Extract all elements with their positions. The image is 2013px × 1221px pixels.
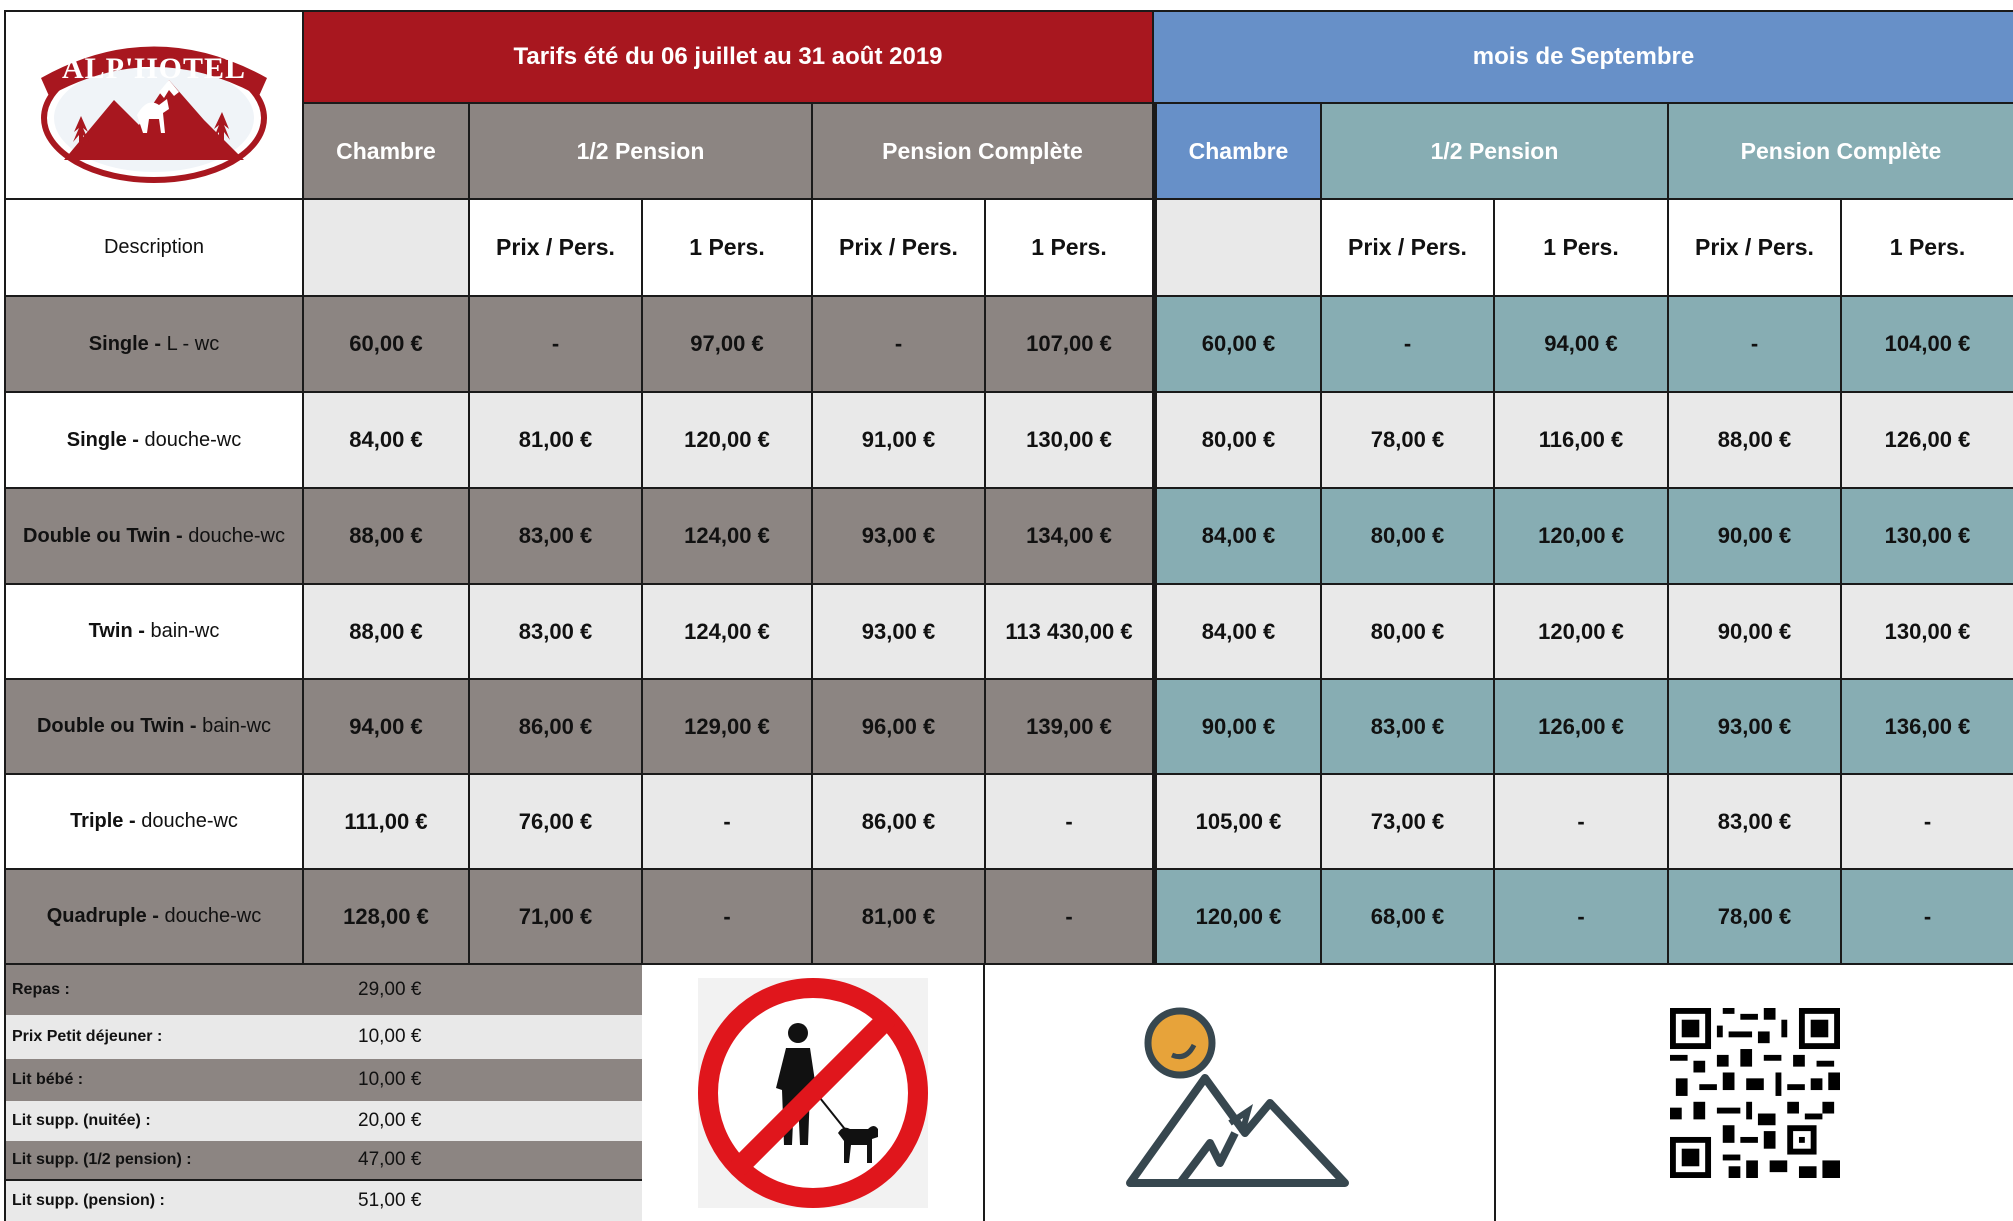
summer-price-cell: 84,00 € (304, 393, 470, 489)
summer-price-cell: 81,00 € (470, 393, 643, 489)
room-description (4, 775, 304, 870)
extra-value: 10,00 € (358, 1026, 422, 1047)
extra-label: Lit bébé : (12, 1071, 84, 1088)
mountain-sun-icon (1120, 983, 1360, 1203)
room-separator: - (132, 620, 151, 642)
summer-price-cell: 93,00 € (813, 585, 986, 680)
summer-group-demi-pension: 1/2 Pension (470, 104, 813, 200)
extras-panel (4, 965, 644, 1221)
room-description (4, 297, 304, 393)
sept-price-cell: 88,00 € (1669, 393, 1842, 489)
summer-price-cell: 124,00 € (643, 585, 813, 680)
sept-price-cell: 105,00 € (1154, 775, 1322, 870)
sept-col-dp-prix: Prix / Pers. (1322, 200, 1495, 297)
summer-price-cell: 96,00 € (813, 680, 986, 775)
no-dogs-panel (642, 965, 985, 1221)
col-description: Description (4, 200, 304, 297)
sept-price-cell: 83,00 € (1669, 775, 1842, 870)
sept-price-cell: 60,00 € (1154, 297, 1322, 393)
extra-label: Lit supp. (nuitée) : (12, 1112, 151, 1129)
summer-col-dp-prix: Prix / Pers. (470, 200, 643, 297)
sept-price-cell: - (1669, 297, 1842, 393)
summer-price-cell: 97,00 € (643, 297, 813, 393)
sept-group-pension-complete: Pension Complète (1669, 104, 2013, 200)
room-separator: - (126, 428, 145, 451)
summer-title: Tarifs été du 06 juillet au 31 août 2019 (304, 10, 1154, 104)
room-name: Quadruple (46, 905, 147, 927)
sept-price-cell: 126,00 € (1842, 393, 2013, 489)
sept-col-chambre-blank (1154, 200, 1322, 297)
extra-label: Repas : (12, 981, 70, 998)
sept-price-cell: 84,00 € (1154, 489, 1322, 585)
summer-price-cell: 129,00 € (643, 680, 813, 775)
logo-cell (4, 10, 304, 200)
sept-price-cell: 80,00 € (1154, 393, 1322, 489)
summer-price-cell: 86,00 € (813, 775, 986, 870)
room-type: douche-wc (188, 524, 285, 547)
summer-price-cell: 134,00 € (986, 489, 1154, 585)
sept-price-cell: 130,00 € (1842, 585, 2013, 680)
summer-price-cell: 113 430,00 € (986, 585, 1154, 680)
sept-group-demi-pension: 1/2 Pension (1322, 104, 1669, 200)
sept-group-chambre: Chambre (1154, 104, 1322, 200)
summer-price-cell: - (643, 870, 813, 965)
summer-group-chambre: Chambre (304, 104, 470, 200)
extra-value: 51,00 € (358, 1190, 422, 1211)
no-dogs-icon (688, 973, 938, 1213)
sept-price-cell: 120,00 € (1154, 870, 1322, 965)
sept-price-cell: 84,00 € (1154, 585, 1322, 680)
summer-price-cell: 83,00 € (470, 585, 643, 680)
sept-price-cell: 83,00 € (1322, 680, 1495, 775)
sept-price-cell: 130,00 € (1842, 489, 2013, 585)
extras-divider (6, 965, 324, 1221)
room-separator: - (123, 810, 142, 832)
extra-value: 29,00 € (358, 979, 422, 1000)
summer-price-cell: 94,00 € (304, 680, 470, 775)
sept-price-cell: 120,00 € (1495, 489, 1669, 585)
summer-price-cell: - (643, 775, 813, 870)
summer-price-cell: 91,00 € (813, 393, 986, 489)
room-separator: - (148, 332, 167, 355)
qr-panel (1496, 965, 2013, 1221)
sept-price-cell: 78,00 € (1322, 393, 1495, 489)
room-type: bain-wc (150, 620, 220, 642)
sept-price-cell: - (1842, 775, 2013, 870)
room-description (4, 393, 304, 489)
room-type: douche-wc (144, 428, 242, 451)
room-description (4, 489, 304, 585)
summer-group-pension-complete: Pension Complète (813, 104, 1154, 200)
sept-price-cell: - (1842, 870, 2013, 965)
sept-price-cell: 136,00 € (1842, 680, 2013, 775)
summer-price-cell: 88,00 € (304, 585, 470, 680)
sept-price-cell: 68,00 € (1322, 870, 1495, 965)
summer-price-cell: 86,00 € (470, 680, 643, 775)
september-title: mois de Septembre (1154, 10, 2013, 104)
summer-col-chambre-blank (304, 200, 470, 297)
summer-price-cell: 81,00 € (813, 870, 986, 965)
room-type: douche-wc (141, 810, 238, 832)
extra-label: Lit supp. (pension) : (12, 1192, 165, 1209)
extra-value: 10,00 € (358, 1069, 422, 1090)
sept-price-cell: 120,00 € (1495, 585, 1669, 680)
room-name: Twin (88, 620, 133, 642)
sept-col-dp-1pers: 1 Pers. (1495, 200, 1669, 297)
sept-price-cell: - (1495, 775, 1669, 870)
summer-price-cell: 83,00 € (470, 489, 643, 585)
sept-price-cell: 80,00 € (1322, 489, 1495, 585)
extra-value: 47,00 € (358, 1149, 422, 1170)
summer-price-cell: 120,00 € (643, 393, 813, 489)
summer-col-pc-prix: Prix / Pers. (813, 200, 986, 297)
sept-price-cell: - (1495, 870, 1669, 965)
room-type: L - wc (166, 332, 220, 355)
summer-price-cell: 128,00 € (304, 870, 470, 965)
room-name: Double ou Twin (23, 524, 171, 547)
room-separator: - (170, 524, 189, 547)
sept-price-cell: 73,00 € (1322, 775, 1495, 870)
summer-price-cell: 60,00 € (304, 297, 470, 393)
summer-price-cell: 130,00 € (986, 393, 1154, 489)
sept-price-cell: 93,00 € (1669, 680, 1842, 775)
hotel-logo (19, 20, 289, 190)
summer-price-cell: 107,00 € (986, 297, 1154, 393)
sept-col-pc-prix: Prix / Pers. (1669, 200, 1842, 297)
summer-col-pc-1pers: 1 Pers. (986, 200, 1154, 297)
room-separator: - (184, 715, 203, 737)
sept-price-cell: 94,00 € (1495, 297, 1669, 393)
sept-price-cell: 116,00 € (1495, 393, 1669, 489)
summer-price-cell: - (470, 297, 643, 393)
room-description (4, 870, 304, 965)
summer-price-cell: - (986, 870, 1154, 965)
room-description (4, 680, 304, 775)
qr-code-icon (1660, 1008, 1850, 1178)
logo-text: ALP'HOTEL (61, 52, 247, 85)
room-separator: - (146, 905, 165, 927)
extra-label: Lit supp. (1/2 pension) : (12, 1151, 192, 1168)
summer-price-cell: - (986, 775, 1154, 870)
sept-price-cell: 90,00 € (1669, 489, 1842, 585)
summer-price-cell: 93,00 € (813, 489, 986, 585)
room-description (4, 585, 304, 680)
summer-col-dp-1pers: 1 Pers. (643, 200, 813, 297)
summer-price-cell: 124,00 € (643, 489, 813, 585)
summer-price-cell: 139,00 € (986, 680, 1154, 775)
room-type: bain-wc (202, 715, 272, 737)
room-name: Single (88, 332, 149, 355)
summer-price-cell: 71,00 € (470, 870, 643, 965)
sept-price-cell: 90,00 € (1154, 680, 1322, 775)
sept-price-cell: - (1322, 297, 1495, 393)
extra-label: Prix Petit déjeuner : (12, 1028, 163, 1045)
room-type: douche-wc (164, 905, 262, 927)
room-name: Single (66, 428, 127, 451)
room-name: Triple (70, 810, 124, 832)
sept-col-pc-1pers: 1 Pers. (1842, 200, 2013, 297)
sept-price-cell: 78,00 € (1669, 870, 1842, 965)
sept-price-cell: 90,00 € (1669, 585, 1842, 680)
room-name: Double ou Twin (36, 715, 185, 737)
sept-price-cell: 80,00 € (1322, 585, 1495, 680)
mountain-panel (985, 965, 1496, 1221)
summer-price-cell: - (813, 297, 986, 393)
summer-price-cell: 88,00 € (304, 489, 470, 585)
extra-value: 20,00 € (358, 1110, 422, 1131)
sept-price-cell: 126,00 € (1495, 680, 1669, 775)
summer-price-cell: 111,00 € (304, 775, 470, 870)
summer-price-cell: 76,00 € (470, 775, 643, 870)
sept-price-cell: 104,00 € (1842, 297, 2013, 393)
